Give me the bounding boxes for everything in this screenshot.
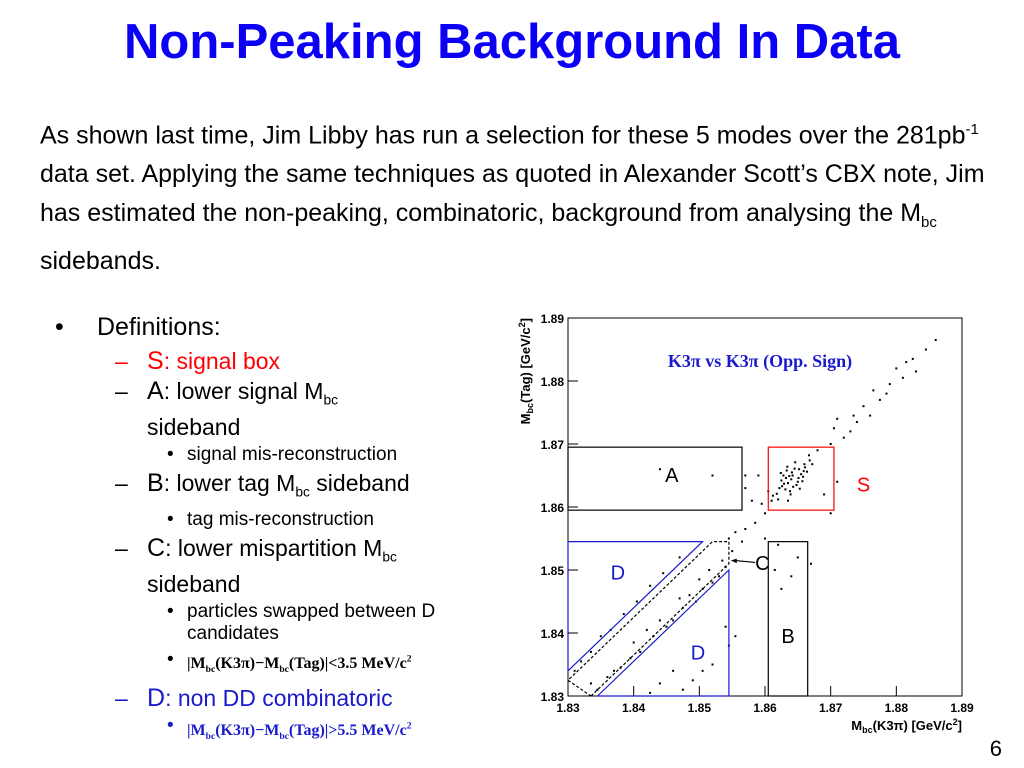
definitions-label: Definitions:	[97, 313, 221, 341]
s-text: : signal box	[163, 348, 281, 374]
b-text-2: sideband	[309, 469, 410, 496]
data-point	[672, 619, 674, 621]
data-point	[659, 468, 661, 470]
data-point	[600, 635, 602, 637]
data-point	[798, 477, 800, 479]
data-point	[712, 664, 714, 666]
data-point	[787, 500, 789, 502]
region-d-label-upper: D	[610, 562, 626, 585]
c-text-2: sideband	[147, 570, 241, 597]
data-point	[915, 371, 917, 373]
data-point	[786, 470, 788, 472]
data-point	[734, 531, 736, 533]
data-point	[692, 679, 694, 681]
data-point	[764, 538, 766, 540]
data-point	[794, 461, 796, 463]
c-formula: $|M_{bc}(K3\pi)-M_{bc}(Tag)|<3.5$ MeV/$c^2$	[187, 653, 412, 676]
data-point	[853, 415, 855, 417]
region-b-label: B	[781, 626, 795, 649]
data-point	[792, 486, 794, 488]
data-point	[830, 443, 832, 445]
data-point	[590, 651, 592, 653]
data-point	[662, 572, 664, 574]
data-point	[823, 493, 825, 495]
bullet-dash: –	[115, 535, 128, 562]
data-point	[708, 569, 710, 571]
data-point	[702, 670, 704, 672]
region-s-label: S	[856, 474, 871, 497]
intro-text-3: sidebands.	[40, 247, 161, 276]
data-point	[679, 597, 681, 599]
bullet-dot: •	[167, 600, 174, 622]
data-point	[797, 481, 799, 483]
data-point	[856, 421, 858, 423]
b-subscript: bc	[295, 484, 310, 500]
data-point	[800, 473, 802, 475]
d-letter: D	[147, 684, 166, 713]
bullet-dash: –	[115, 348, 128, 374]
data-point	[751, 500, 753, 502]
x-tick-label: 1.87	[818, 701, 843, 715]
data-point	[778, 487, 780, 489]
data-point	[744, 475, 746, 477]
data-point	[633, 642, 635, 644]
data-point	[698, 578, 700, 580]
data-point	[792, 475, 794, 477]
data-point	[782, 475, 784, 477]
data-point	[833, 427, 835, 429]
data-point	[817, 449, 819, 451]
data-point	[879, 399, 881, 401]
data-point	[734, 635, 736, 637]
data-point	[791, 471, 793, 473]
y-tick-label: 1.86	[540, 501, 564, 515]
data-point	[639, 651, 641, 653]
data-point	[889, 383, 891, 385]
data-point	[810, 563, 812, 565]
bullet-d	[55, 685, 495, 711]
y-tick-label: 1.83	[540, 690, 564, 704]
y-tick-label: 1.84	[540, 627, 564, 641]
data-point	[777, 544, 779, 546]
data-point	[895, 367, 897, 369]
region-c-label: C	[755, 553, 770, 575]
data-point	[783, 483, 785, 485]
bullet-dot: •	[167, 648, 174, 670]
x-axis-label: $M_{bc}(K3\pi)$ $[GeV/c^2]$	[851, 717, 962, 735]
data-point	[574, 670, 576, 672]
data-point	[580, 660, 582, 662]
intro-subscript: bc	[921, 214, 937, 232]
data-point	[672, 670, 674, 672]
data-point	[754, 522, 756, 524]
data-point	[836, 481, 838, 483]
intro-superscript: -1	[965, 121, 979, 138]
intro-text-1: As shown last time, Jim Libby has run a selection for these 5 modes over the 281pb	[40, 121, 966, 150]
chart-title: K3π vs K3π (Opp. Sign)	[667, 351, 853, 371]
data-point	[776, 493, 778, 495]
bullet-dash: –	[115, 685, 128, 712]
data-point	[787, 482, 789, 484]
data-point	[772, 495, 774, 497]
data-point	[925, 349, 927, 351]
data-point	[780, 480, 782, 482]
x-tick-label: 1.83	[556, 701, 580, 715]
data-point	[721, 560, 723, 562]
bullet-b-sub	[55, 509, 495, 531]
s-letter: S	[147, 347, 164, 375]
bullet-dot: •	[167, 443, 174, 465]
bullet-c-sub-1	[55, 601, 495, 645]
data-point	[803, 463, 805, 465]
data-point	[797, 556, 799, 558]
data-point	[757, 475, 759, 477]
c-subscript: bc	[382, 549, 397, 565]
data-point	[790, 478, 792, 480]
x-tick-label: 1.88	[884, 701, 909, 715]
bullet-dot: •	[167, 509, 174, 531]
data-point	[811, 463, 813, 465]
bullet-dash: –	[115, 469, 128, 496]
data-point	[790, 493, 792, 495]
c-sub-item: particles swapped between D candidates	[187, 600, 436, 644]
slide-title: Non-Peaking Background In Data	[124, 15, 900, 69]
data-point	[659, 619, 661, 621]
data-point	[649, 692, 651, 694]
b-sub-item: tag mis-reconstruction	[187, 509, 374, 531]
data-point	[784, 488, 786, 490]
page-number: 6	[989, 736, 1002, 761]
data-point	[785, 477, 787, 479]
data-point	[613, 670, 615, 672]
data-point	[744, 487, 746, 489]
data-point	[606, 676, 608, 678]
data-point	[689, 594, 691, 596]
bullet-d-sub	[55, 715, 495, 748]
data-point	[786, 466, 788, 468]
d-text: : non DD combinatoric	[165, 685, 393, 712]
mbc-scatter-plot	[500, 300, 980, 750]
data-point	[905, 361, 907, 363]
data-point	[863, 405, 865, 407]
data-point	[788, 475, 790, 477]
data-point	[798, 468, 800, 470]
data-point	[849, 430, 851, 432]
data-point	[806, 471, 808, 473]
data-point	[902, 377, 904, 379]
intro-paragraph	[40, 110, 990, 281]
b-letter: B	[147, 468, 164, 497]
data-point	[836, 418, 838, 420]
data-point	[761, 503, 763, 505]
a-text: : lower signal M	[163, 378, 324, 404]
data-point	[623, 613, 625, 615]
data-point	[731, 550, 733, 552]
bullet-s	[55, 348, 495, 374]
data-point	[799, 488, 801, 490]
data-point	[590, 682, 592, 684]
bullet-a-sub	[55, 444, 495, 466]
data-point	[912, 358, 914, 360]
data-point	[872, 389, 874, 391]
x-tick-label: 1.89	[950, 701, 974, 715]
data-point	[649, 585, 651, 587]
data-point	[790, 575, 792, 577]
data-point	[728, 538, 730, 540]
data-point	[666, 626, 668, 628]
y-axis-label: $M_{bc}(Tag)$ $[GeV/c^2]$	[517, 318, 535, 425]
data-point	[777, 498, 779, 500]
c-letter: C	[147, 534, 166, 563]
a-text-2: sideband	[147, 413, 241, 440]
data-point	[718, 575, 720, 577]
a-subscript: bc	[323, 392, 339, 408]
bullet-dot: •	[167, 715, 174, 737]
data-point	[679, 556, 681, 558]
data-point	[771, 500, 773, 502]
definitions-list	[55, 310, 495, 748]
data-point	[744, 528, 746, 530]
bullet-a	[55, 378, 495, 440]
data-point	[843, 437, 845, 439]
bullet-b	[55, 470, 495, 506]
bullet-c	[55, 535, 495, 597]
data-point	[796, 484, 798, 486]
y-tick-label: 1.87	[540, 438, 564, 452]
a-letter: A	[147, 377, 164, 405]
b-text: : lower tag M	[163, 469, 296, 496]
bullet-definitions	[55, 310, 495, 344]
region-d-label-lower: D	[690, 642, 706, 665]
x-tick-label: 1.84	[621, 701, 646, 715]
d-formula: $|M_{bc}(K3\pi)-M_{bc}(Tag)|>5.5$ MeV/$c^2$	[187, 720, 412, 742]
data-point	[712, 582, 714, 584]
data-point	[803, 470, 805, 472]
y-tick-label: 1.88	[540, 375, 564, 389]
bullet-dot: •	[55, 313, 64, 341]
data-point	[781, 485, 783, 487]
data-point	[802, 476, 804, 478]
data-point	[808, 454, 810, 456]
bullet-c-sub-2	[55, 649, 495, 682]
x-tick-label: 1.86	[753, 701, 777, 715]
y-tick-label: 1.89	[540, 312, 564, 326]
data-point	[636, 601, 638, 603]
region-a-label: A	[665, 464, 679, 487]
data-point	[682, 689, 684, 691]
data-point	[794, 468, 796, 470]
plot-frame	[568, 318, 962, 696]
a-sub-item: signal mis-reconstruction	[187, 443, 398, 465]
data-point	[725, 626, 727, 628]
data-point	[741, 541, 743, 543]
data-point	[804, 466, 806, 468]
data-point	[764, 512, 766, 514]
data-point	[789, 490, 791, 492]
data-point	[809, 459, 811, 461]
data-point	[780, 588, 782, 590]
data-point	[780, 472, 782, 474]
data-point	[935, 339, 937, 341]
data-point	[712, 475, 714, 477]
x-tick-label: 1.85	[687, 701, 712, 715]
data-point	[774, 569, 776, 571]
intro-text-2: data set. Applying the same techniques as quoted in Alexander Scott’s CBX note, Jim has estimated the non-peaking, combinatoric, background from analysing the M	[40, 160, 985, 228]
data-point	[801, 480, 803, 482]
data-point	[869, 415, 871, 417]
data-point	[830, 512, 832, 514]
data-point	[886, 393, 888, 395]
c-text: : lower mispartition M	[165, 535, 383, 562]
y-tick-label: 1.85	[540, 564, 564, 578]
bullet-dash: –	[115, 378, 128, 404]
data-point	[659, 682, 661, 684]
data-point	[646, 629, 648, 631]
